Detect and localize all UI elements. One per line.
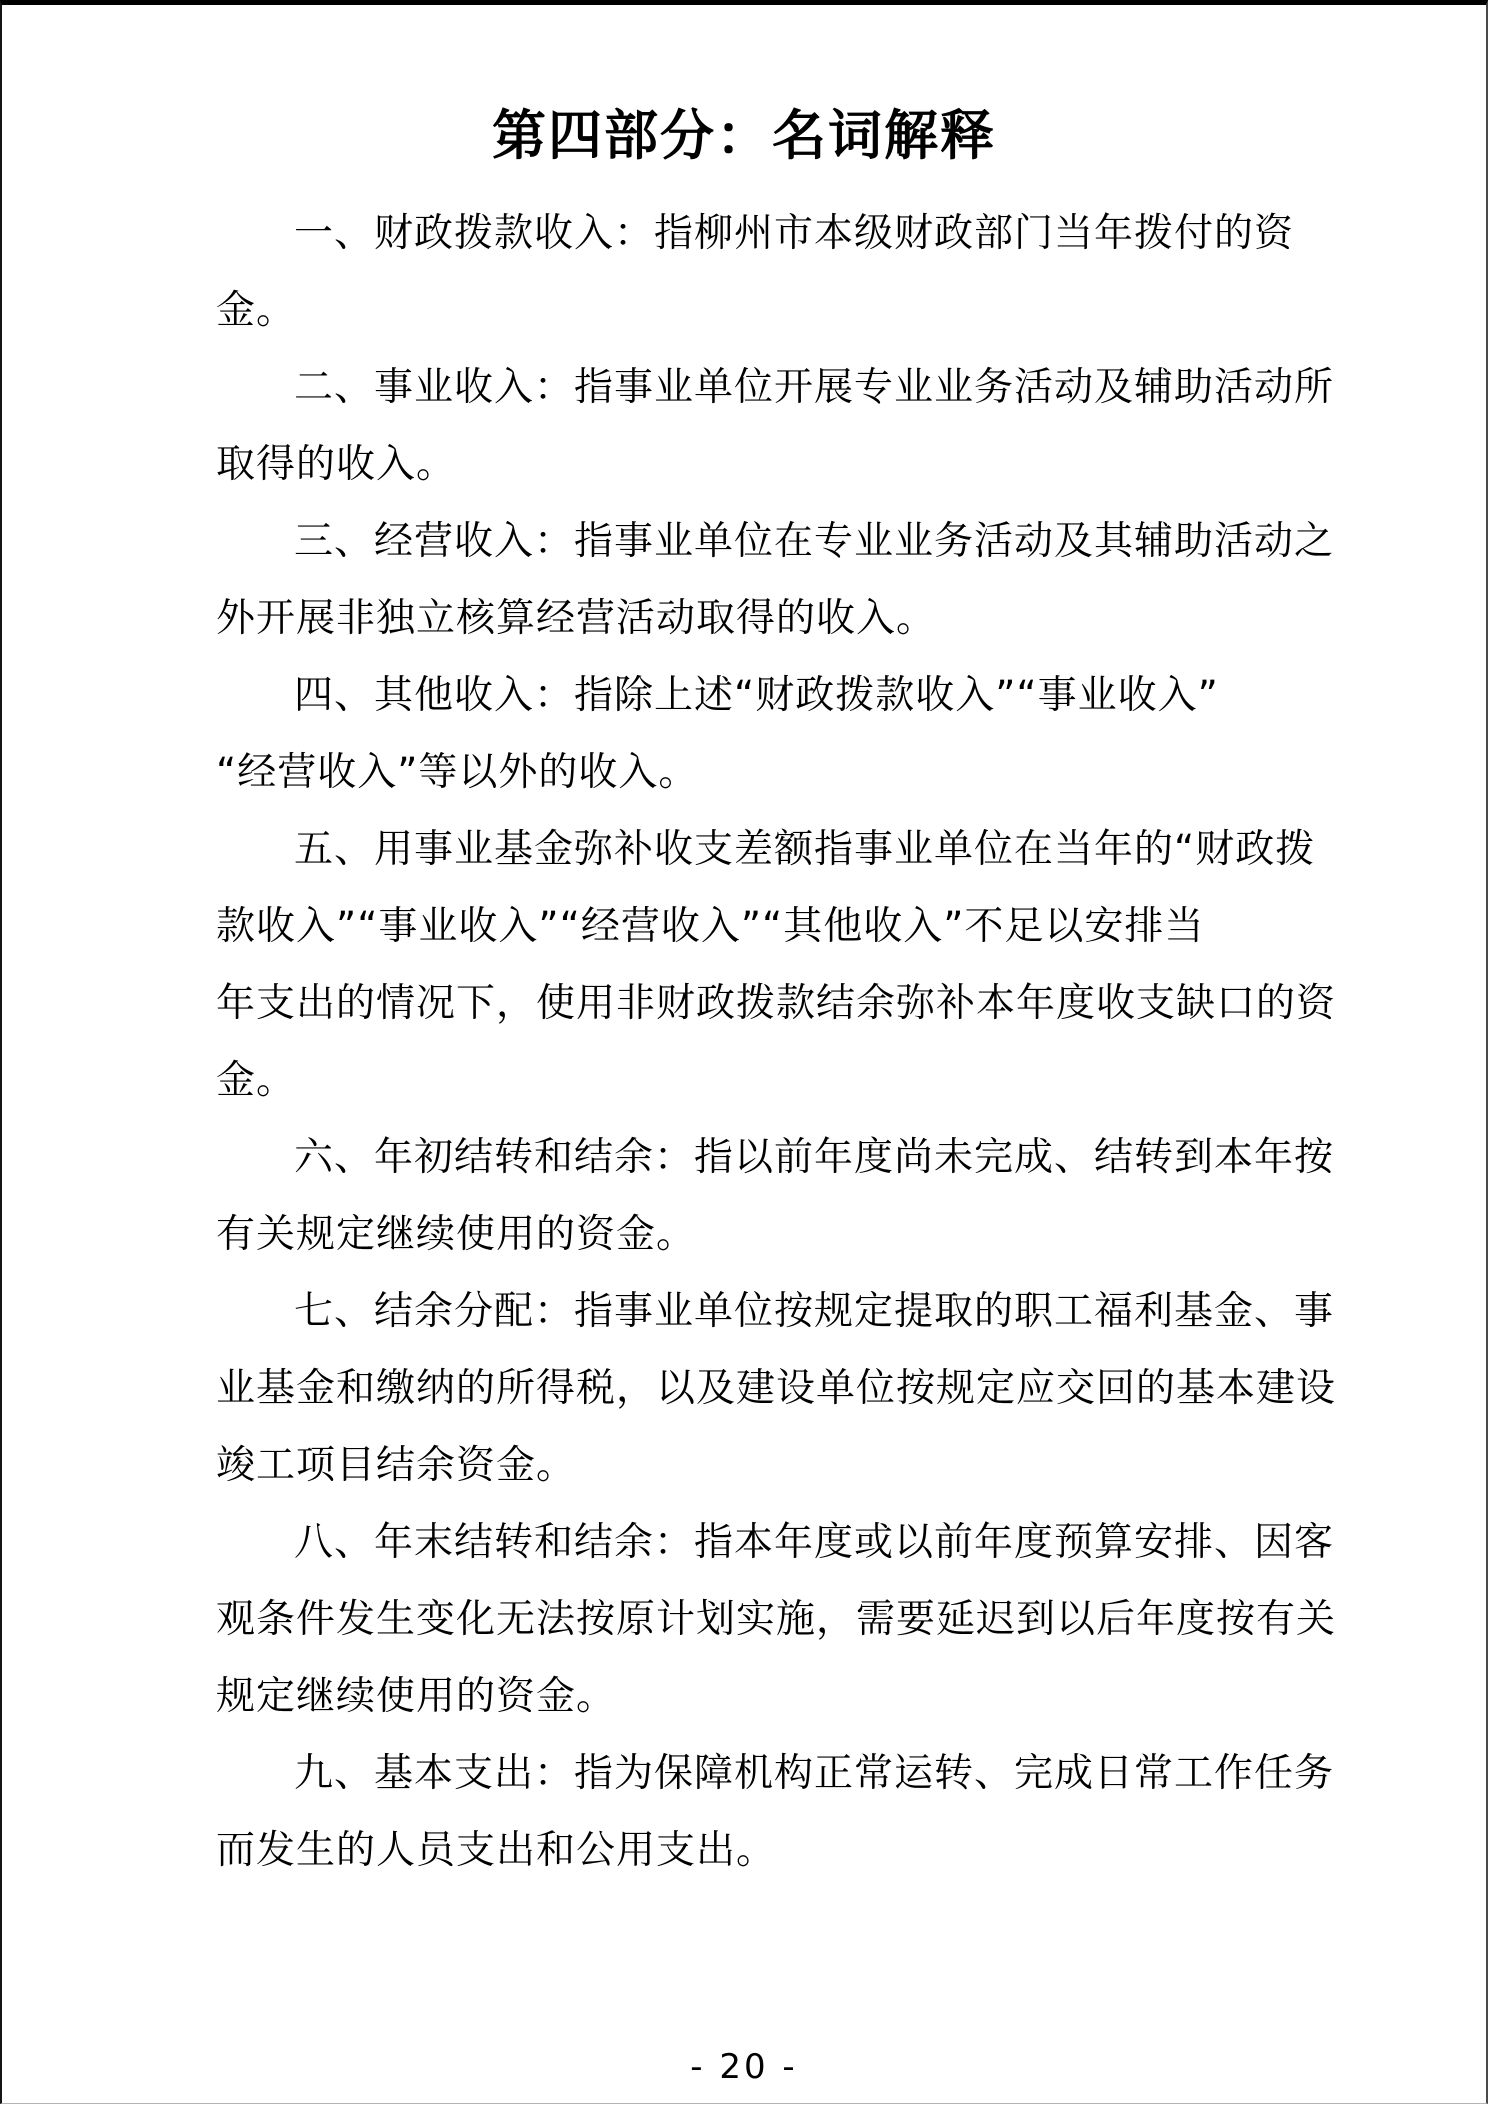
text-line: 有关规定继续使用的资金。	[216, 1212, 697, 1257]
text-line: 观条件发生变化无法按原计划实施，需要延迟到以后年度按有关	[216, 1597, 1337, 1642]
text-line: 一、财政拨款收入：指柳州市本级财政部门当年拨付的资	[294, 211, 1295, 256]
paragraph	[216, 811, 1337, 1119]
text-line: 金。	[216, 288, 297, 333]
text-line: 外开展非独立核算经营活动取得的收入。	[216, 596, 937, 641]
text-line: 业基金和缴纳的所得税，以及建设单位按规定应交回的基本建设	[216, 1366, 1337, 1411]
text-line: 五、用事业基金弥补收支差额指事业单位在当年的“财政拨	[294, 827, 1316, 872]
page-number: - 20 -	[690, 2047, 798, 2087]
text-line: 取得的收入。	[216, 442, 457, 487]
paragraph	[216, 657, 1318, 811]
text-line: 三、经营收入：指事业单位在专业业务活动及其辅助活动之	[294, 519, 1335, 564]
text-line: 规定继续使用的资金。	[216, 1674, 617, 1719]
paragraph	[216, 1119, 1335, 1273]
paragraph	[216, 1504, 1337, 1735]
text-line: 六、年初结转和结余：指以前年度尚未完成、结转到本年按	[294, 1135, 1335, 1180]
text-line: 而发生的人员支出和公用支出。	[216, 1828, 777, 1873]
text-line: 四、其他收入：指除上述“财政拨款收入”“事业收入”	[294, 673, 1219, 718]
paragraph	[216, 1273, 1337, 1504]
text-line: 竣工项目结余资金。	[216, 1443, 577, 1488]
text-line: 二、事业收入：指事业单位开展专业业务活动及辅助活动所	[294, 365, 1335, 410]
document-body	[216, 195, 1337, 1889]
paragraph	[216, 349, 1335, 503]
text-line: 金。	[216, 1058, 297, 1103]
paragraph	[216, 195, 1318, 349]
paragraph	[216, 1735, 1335, 1889]
text-line: 七、结余分配：指事业单位按规定提取的职工福利基金、事	[294, 1289, 1335, 1334]
text-line: 八、年末结转和结余：指本年度或以前年度预算安排、因客	[294, 1520, 1335, 1565]
text-line: 款收入”“事业收入”“经营收入”“其他收入”不足以安排当	[216, 904, 1205, 949]
paragraph	[216, 503, 1335, 657]
text-line: “经营收入”等以外的收入。	[216, 750, 699, 795]
text-line: 年支出的情况下，使用非财政拨款结余弥补本年度收支缺口的资	[216, 981, 1337, 1026]
text-line: 九、基本支出：指为保障机构正常运转、完成日常工作任务	[294, 1751, 1335, 1796]
page-title: 第四部分：名词解释	[492, 104, 996, 167]
